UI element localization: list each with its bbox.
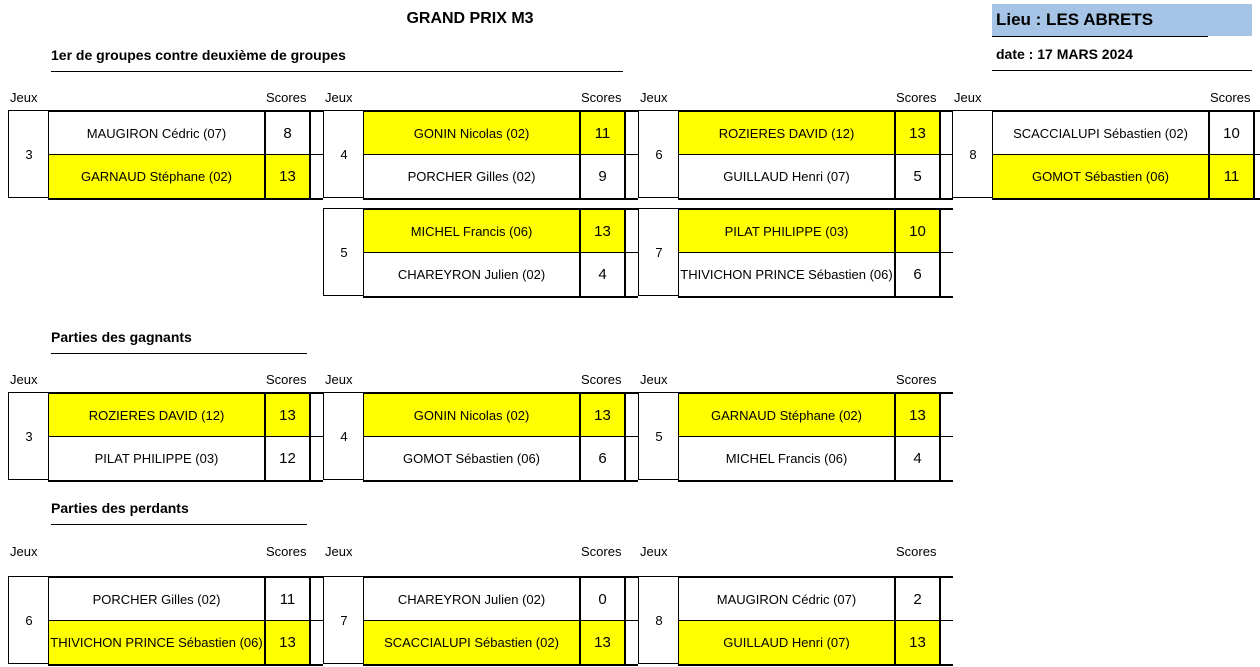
player-score: 13: [894, 621, 941, 664]
page-title: GRAND PRIX M3: [406, 10, 534, 27]
game-number: 5: [323, 208, 364, 296]
game-number: 8: [952, 110, 993, 198]
player-name: PILAT PHILIPPE (03): [48, 437, 264, 480]
jeux-header: Jeux: [325, 90, 353, 105]
player-name: GUILLAUD Henri (07): [678, 621, 894, 664]
player-score: 10: [1208, 112, 1255, 155]
player-name: PORCHER Gilles (02): [363, 155, 579, 198]
match-block: [8, 576, 323, 664]
venue-label: Lieu : LES ABRETS: [992, 4, 1252, 36]
player-score: 11: [1208, 155, 1255, 198]
player-name: MAUGIRON Cédric (07): [48, 112, 264, 155]
scores-header: Scores: [266, 372, 307, 387]
player-row: [678, 576, 953, 621]
match-block: [638, 208, 953, 296]
scores-header: Scores: [266, 90, 307, 105]
player-row: [363, 436, 638, 482]
game-number: 7: [323, 576, 364, 664]
jeux-header: Jeux: [325, 372, 353, 387]
player-row: [48, 620, 323, 666]
game-number: 4: [323, 110, 364, 198]
jeux-header: Jeux: [640, 372, 668, 387]
player-row: [363, 110, 638, 155]
venue-underline: [992, 36, 1208, 37]
player-row: [678, 154, 953, 200]
player-score: 6: [894, 253, 941, 296]
player-name: THIVICHON PRINCE Sébastien (06): [678, 253, 894, 296]
match-block: [8, 110, 323, 198]
event-date: date : 17 MARS 2024: [996, 46, 1133, 62]
player-score: 9: [579, 155, 626, 198]
player-row: [363, 208, 638, 253]
player-score: 13: [894, 112, 941, 155]
player-name: CHAREYRON Julien (02): [363, 253, 579, 296]
player-name: MICHEL Francis (06): [678, 437, 894, 480]
player-name: GONIN Nicolas (02): [363, 112, 579, 155]
player-score: 13: [579, 394, 626, 437]
player-name: PILAT PHILIPPE (03): [678, 210, 894, 253]
match-block: [323, 392, 638, 480]
match-block: [952, 110, 1260, 198]
player-row: [678, 208, 953, 253]
player-score: 2: [894, 578, 941, 621]
player-name: GUILLAUD Henri (07): [678, 155, 894, 198]
game-number: 8: [638, 576, 679, 664]
player-row: [48, 392, 323, 437]
player-score: 12: [264, 437, 311, 480]
scores-header: Scores: [581, 372, 622, 387]
player-score: 13: [579, 621, 626, 664]
player-row: [48, 436, 323, 482]
jeux-header: Jeux: [640, 90, 668, 105]
match-block: [638, 576, 953, 664]
player-row: [48, 154, 323, 200]
player-score: 4: [579, 253, 626, 296]
jeux-header: Jeux: [325, 544, 353, 559]
player-score: 8: [264, 112, 311, 155]
player-name: CHAREYRON Julien (02): [363, 578, 579, 621]
section-title-losers: Parties des perdants: [51, 500, 307, 525]
game-number: 5: [638, 392, 679, 480]
player-name: THIVICHON PRINCE Sébastien (06): [48, 621, 264, 664]
player-row: [363, 392, 638, 437]
player-row: [48, 576, 323, 621]
player-row: [992, 110, 1260, 155]
player-row: [48, 110, 323, 155]
jeux-header: Jeux: [10, 544, 38, 559]
player-score: 13: [264, 394, 311, 437]
player-score: 5: [894, 155, 941, 198]
player-row: [678, 392, 953, 437]
player-score: 13: [264, 621, 311, 664]
game-number: 3: [8, 392, 49, 480]
scores-header: Scores: [896, 372, 937, 387]
game-number: 7: [638, 208, 679, 296]
player-name: SCACCIALUPI Sébastien (02): [363, 621, 579, 664]
section-title-groups: 1er de groupes contre deuxième de groupes: [51, 47, 623, 72]
jeux-header: Jeux: [10, 372, 38, 387]
jeux-header: Jeux: [640, 544, 668, 559]
jeux-header: Jeux: [954, 90, 982, 105]
player-score: 13: [894, 394, 941, 437]
scores-header: Scores: [581, 544, 622, 559]
player-score: 13: [579, 210, 626, 253]
game-number: 4: [323, 392, 364, 480]
player-row: [678, 110, 953, 155]
player-score: 13: [264, 155, 311, 198]
scores-header: Scores: [581, 90, 622, 105]
player-score: 11: [579, 112, 626, 155]
player-name: GARNAUD Stéphane (02): [48, 155, 264, 198]
jeux-header: Jeux: [10, 90, 38, 105]
player-name: GOMOT Sébastien (06): [363, 437, 579, 480]
game-number: 3: [8, 110, 49, 198]
match-block: [323, 208, 638, 296]
scores-header: Scores: [896, 544, 937, 559]
player-row: [363, 620, 638, 666]
match-block: [8, 392, 323, 480]
scores-header: Scores: [896, 90, 937, 105]
player-row: [363, 576, 638, 621]
game-number: 6: [638, 110, 679, 198]
match-block: [638, 392, 953, 480]
player-score: 6: [579, 437, 626, 480]
scores-header: Scores: [266, 544, 307, 559]
player-score: 10: [894, 210, 941, 253]
player-row: [992, 154, 1260, 200]
game-number: 6: [8, 576, 49, 664]
scores-header: Scores: [1210, 90, 1251, 105]
player-row: [363, 154, 638, 200]
player-name: MICHEL Francis (06): [363, 210, 579, 253]
match-block: [323, 110, 638, 198]
player-row: [678, 620, 953, 666]
match-block: [323, 576, 638, 664]
player-name: ROZIERES DAVID (12): [48, 394, 264, 437]
player-row: [678, 436, 953, 482]
player-name: MAUGIRON Cédric (07): [678, 578, 894, 621]
player-name: GONIN Nicolas (02): [363, 394, 579, 437]
player-name: GARNAUD Stéphane (02): [678, 394, 894, 437]
player-name: GOMOT Sébastien (06): [992, 155, 1208, 198]
player-name: SCACCIALUPI Sébastien (02): [992, 112, 1208, 155]
player-score: 11: [264, 578, 311, 621]
player-score: 4: [894, 437, 941, 480]
section-title-winners: Parties des gagnants: [51, 329, 307, 354]
player-score: 0: [579, 578, 626, 621]
player-row: [678, 252, 953, 298]
match-block: [638, 110, 953, 198]
date-underline: [992, 70, 1252, 71]
player-name: PORCHER Gilles (02): [48, 578, 264, 621]
player-name: ROZIERES DAVID (12): [678, 112, 894, 155]
player-row: [363, 252, 638, 298]
